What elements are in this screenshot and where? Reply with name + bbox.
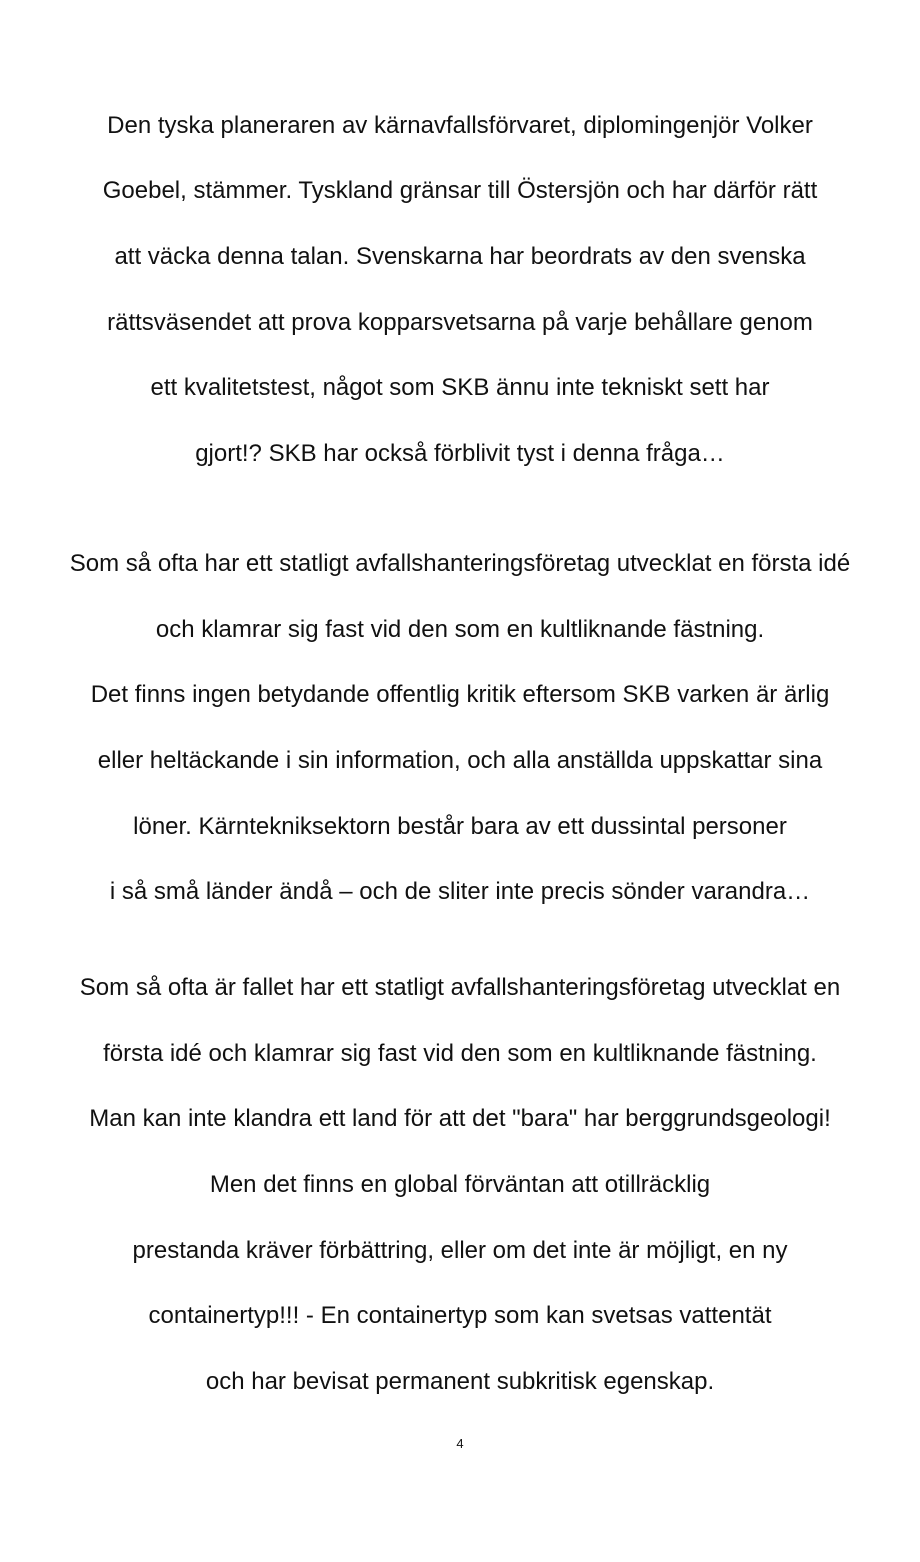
paragraph-3-line-4: Men det finns en global förväntan att otillräcklig — [209, 1171, 711, 1198]
paragraph-3-line-5: prestanda kräver förbättring, eller om det inte är möjligt, en ny — [132, 1237, 788, 1264]
paragraph-2-line-2: och klamrar sig fast vid den som en kultliknande fästning. — [155, 616, 765, 643]
paragraph-3-line-2: första idé och klamrar sig fast vid den som en kultliknande fästning. — [103, 1040, 817, 1067]
paragraph-1-line-3: att väcka denna talan. Svenskarna har beordrats av den svenska — [114, 243, 806, 270]
paragraph-1-line-2: Goebel, stämmer. Tyskland gränsar till Östersjön och har därför rätt — [102, 177, 818, 204]
paragraph-3-line-1: Som så ofta är fallet har ett statligt avfallshanteringsföretag utvecklat en — [79, 974, 841, 1001]
paragraph-2-line-3: Det finns ingen betydande offentlig kritik eftersom SKB varken är ärlig — [90, 681, 830, 708]
paragraph-3-line-3: Man kan inte klandra ett land för att det "bara" har berggrundsgeologi! — [89, 1105, 831, 1132]
paragraph-1-line-6: gjort!? SKB har också förblivit tyst i denna fråga… — [195, 440, 725, 467]
paragraph-1-line-4: rättsväsendet att prova kopparsvetsarna på varje behållare genom — [107, 309, 813, 336]
paragraph-2-line-6: i så små länder ändå – och de sliter inte precis sönder varandra… — [109, 878, 811, 905]
paragraph-1-line-5: ett kvalitetstest, något som SKB ännu inte tekniskt sett har — [150, 374, 770, 401]
paragraph-2-line-1: Som så ofta har ett statligt avfallshanteringsföretag utvecklat en första idé — [69, 550, 851, 577]
paragraph-2-line-5: löner. Kärntekniksektorn består bara av ett dussintal personer — [133, 813, 787, 840]
paragraph-2-line-4: eller heltäckande i sin information, och alla anställda uppskattar sina — [97, 747, 823, 774]
paragraph-3-line-7: och har bevisat permanent subkritisk egenskap. — [205, 1368, 715, 1395]
paragraph-3-line-6: containertyp!!! - En containertyp som kan svetsas vattentät — [148, 1302, 772, 1329]
page-number: 4 — [456, 1436, 464, 1451]
paragraph-1-line-1: Den tyska planeraren av kärnavfallsförvaret, diplomingenjör Volker — [107, 112, 813, 139]
